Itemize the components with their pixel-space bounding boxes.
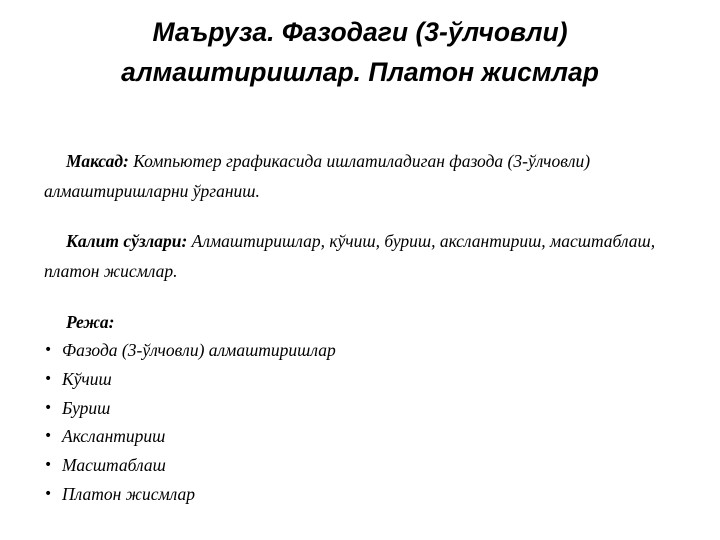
plan-list-item: [44, 451, 336, 480]
plan-list: [44, 336, 336, 509]
plan-list-item: [44, 336, 336, 365]
slide-title-line-1: Маъруза. Фазодаги (3-ўлчовли): [152, 17, 568, 47]
plan-item-text: Масштаблаш: [62, 455, 166, 476]
plan-item-text: Акслантириш: [62, 426, 166, 447]
plan-heading-paragraph: [44, 307, 680, 337]
keywords-paragraph: [44, 226, 680, 286]
plan-item-text: Буриш: [62, 397, 111, 418]
goal-text: Компьютер графикасида ишлатиладиган фазода (3-ўлчовли) алмаштиришларни ўрганиш.: [44, 151, 591, 201]
bullet-icon: •: [44, 370, 53, 387]
bullet-icon: •: [44, 457, 53, 474]
bullet-icon: •: [44, 428, 53, 445]
slide-title: [40, 12, 680, 92]
plan-list-item: [44, 480, 336, 509]
plan-list-item: [44, 422, 336, 451]
goal-label: Максад:: [66, 151, 129, 171]
plan-list-item: [44, 394, 336, 423]
plan-list-item: [44, 365, 336, 394]
goal-paragraph: [44, 146, 680, 206]
bullet-icon: •: [44, 399, 53, 416]
keywords-text: Алмаштиришлар, кўчиш, буриш, акслантириш, масштаблаш, платон жисмлар.: [44, 231, 656, 281]
slide-title-line-2: алмаштиришлар. Платон жисмлар: [121, 57, 599, 87]
plan-item-text: Кўчиш: [62, 368, 112, 389]
plan-item-text: Фазода (3-ўлчовли) алмаштиришлар: [62, 340, 336, 360]
plan-heading: Режа:: [66, 312, 115, 332]
bullet-icon: •: [44, 342, 53, 358]
bullet-icon: •: [44, 485, 53, 502]
keywords-label: Калит сўзлари:: [66, 231, 188, 251]
plan-item-text: Платон жисмлар: [62, 483, 195, 504]
